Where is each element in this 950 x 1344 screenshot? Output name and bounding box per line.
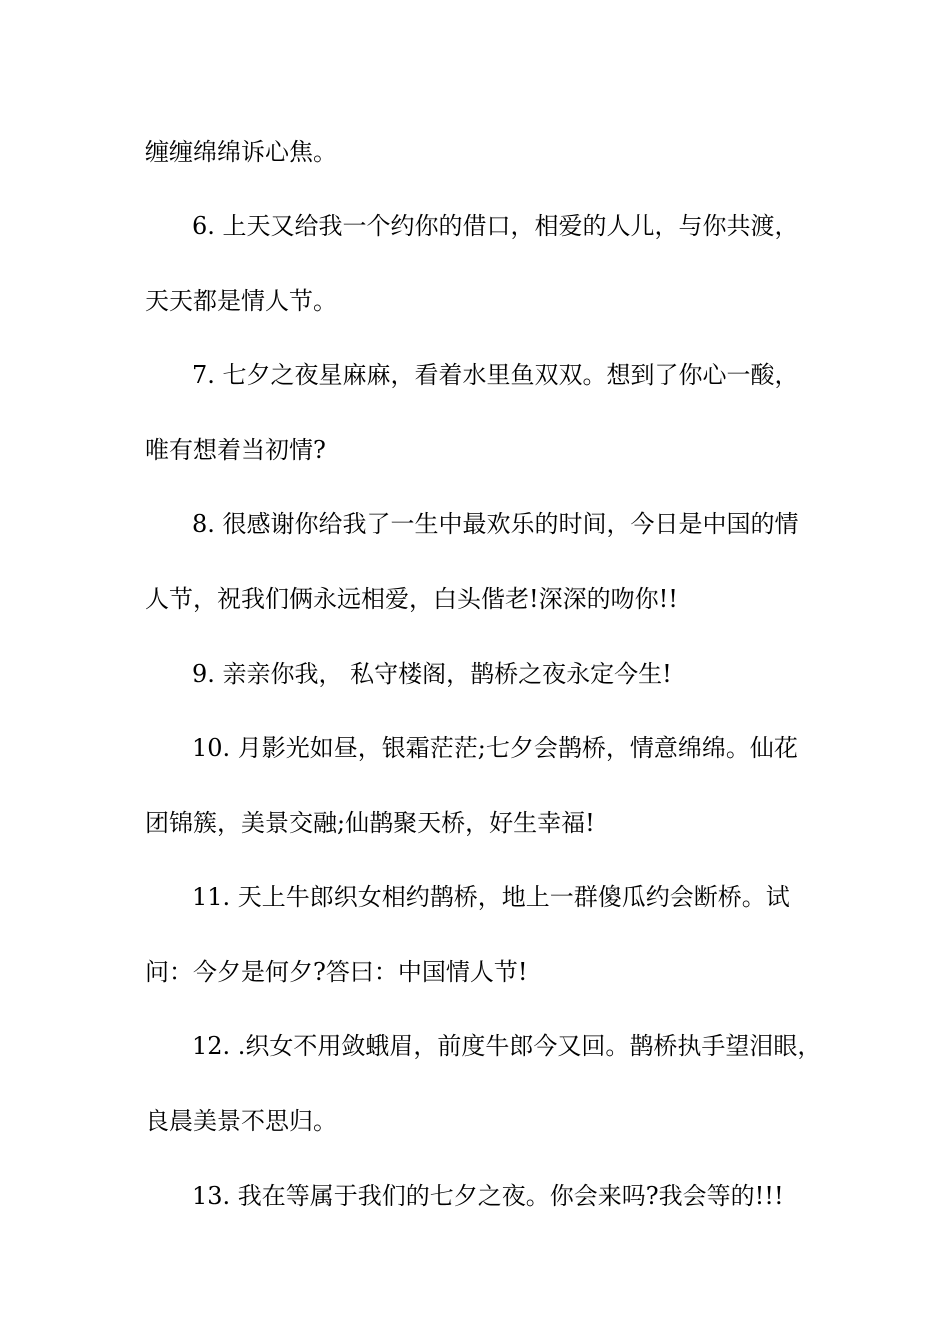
text-line: 9. 亲亲你我， 私守楼阁，鹊桥之夜永定今生! xyxy=(192,660,672,688)
text-line: 团锦簇，美景交融;仙鹊聚天桥，好生幸福! xyxy=(145,809,595,837)
text-line: 唯有想着当初情? xyxy=(145,436,326,464)
text-line: 问：今夕是何夕?答曰：中国情人节! xyxy=(145,958,528,986)
text-line: 11. 天上牛郎织女相约鹊桥，地上一群傻瓜约会断桥。试 xyxy=(192,883,790,911)
text-line: 10. 月影光如昼，银霜茫茫;七夕会鹊桥，情意绵绵。仙花 xyxy=(192,734,798,762)
text-line: 8. 很感谢你给我了一生中最欢乐的时间，今日是中国的情 xyxy=(192,510,799,538)
text-line: 良晨美景不思归。 xyxy=(145,1107,337,1135)
text-line: 6. 上天又给我一个约你的借口，相爱的人儿，与你共渡， xyxy=(192,212,799,240)
text-line: 13. 我在等属于我们的七夕之夜。你会来吗?我会等的!!! xyxy=(192,1182,784,1210)
text-line: 天天都是情人节。 xyxy=(145,287,337,315)
text-line: 缠缠绵绵诉心焦。 xyxy=(145,138,337,166)
text-line: 7. 七夕之夜星麻麻，看着水里鱼双双。想到了你心一酸， xyxy=(192,361,799,389)
text-line: 人节，祝我们俩永远相爱，白头偕老!深深的吻你!! xyxy=(145,585,678,613)
text-line: 12. .织女不用敛蛾眉，前度牛郎今又回。鹊桥执手望泪眼， xyxy=(192,1032,822,1060)
